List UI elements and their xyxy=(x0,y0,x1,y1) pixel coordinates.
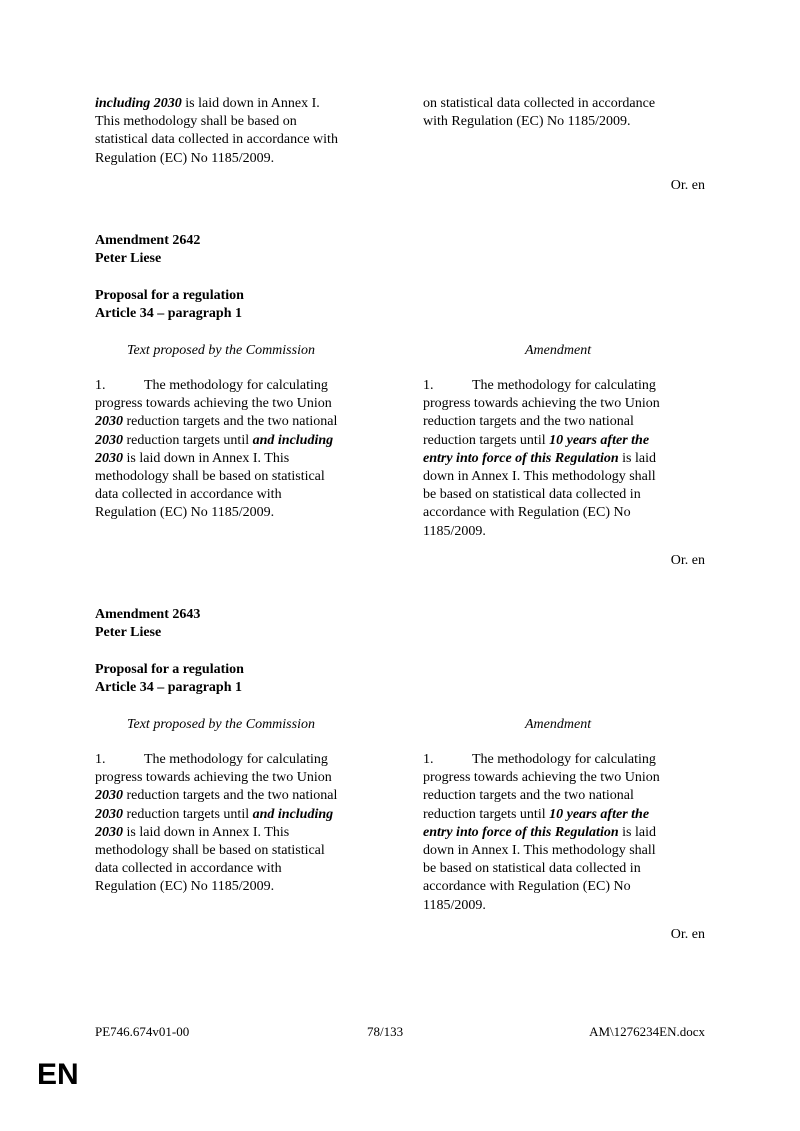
proposal-title: Proposal for a regulation xyxy=(95,288,244,303)
amendment-text: 1. The methodology for calculating progress towards achieving the two Union reduction targets and the two national reduction targets until 10 years after the entry into force of this Regulation is laid down in Annex I. This methodology shall be based on statistical data collected in accordance with Regulation (EC) No 1185/2009. xyxy=(423,378,660,539)
amendment-author: Peter Liese xyxy=(95,625,162,641)
language-code: EN xyxy=(37,1058,79,1091)
amendment-reference xyxy=(95,661,244,697)
continuation-right: on statistical data collected in accordance with Regulation (EC) No 1185/2009. xyxy=(423,96,656,130)
footer-page-number: 78/133 xyxy=(367,1024,404,1039)
paragraph-number: 1. xyxy=(95,378,106,393)
article-ref: Article 34 – paragraph 1 xyxy=(95,306,242,322)
or-en-label: Or. en xyxy=(670,178,705,193)
footer-filename: AM\1276234EN.docx xyxy=(589,1024,705,1039)
amendment-text: 1. The methodology for calculating progress towards achieving the two Union reduction targets and the two national reduction targets until 10 years after the entry into force of this Regulation is laid down in Annex I. This methodology shall be based on statistical data collected in accordance with Regulation (EC) No 1185/2009. xyxy=(423,752,660,913)
column-heading-amendment: Amendment xyxy=(525,717,592,732)
bold-italic-text: including 2030 xyxy=(95,96,182,111)
continuation-left: including 2030 is laid down in Annex I. This methodology shall be based on statistical data collected in accordance with Regulation (EC) No 1185/2009. xyxy=(95,96,338,166)
amendment-author: Peter Liese xyxy=(95,251,162,267)
proposal-title: Proposal for a regulation xyxy=(95,662,244,677)
footer-document-ref: PE746.674v01-00 xyxy=(95,1024,190,1039)
amendment-reference xyxy=(95,287,244,323)
column-heading-commission: Text proposed by the Commission xyxy=(127,343,315,358)
or-en-label: Or. en xyxy=(670,927,705,942)
commission-text: 1. The methodology for calculating progress towards achieving the two Union 2030 reduction targets and the two national 2030 reduction targets until and including 2030 is laid down in Annex I. This methodology shall be based on statistical data collected in accordance with Regulation (EC) No 1185/2009. xyxy=(95,378,338,521)
or-en-label: Or. en xyxy=(670,553,705,568)
column-heading-amendment: Amendment xyxy=(525,343,592,358)
column-heading-commission: Text proposed by the Commission xyxy=(127,717,315,732)
article-ref: Article 34 – paragraph 1 xyxy=(95,680,242,696)
amendment-number: Amendment 2642 xyxy=(95,233,201,248)
amendment-header xyxy=(95,606,200,642)
amendment-number: Amendment 2643 xyxy=(95,607,201,622)
commission-text: 1. The methodology for calculating progress towards achieving the two Union 2030 reduction targets and the two national 2030 reduction targets until and including 2030 is laid down in Annex I. This methodology shall be based on statistical data collected in accordance with Regulation (EC) No 1185/2009. xyxy=(95,752,338,895)
amendment-header xyxy=(95,232,200,268)
paragraph-number: 1. xyxy=(95,752,106,767)
